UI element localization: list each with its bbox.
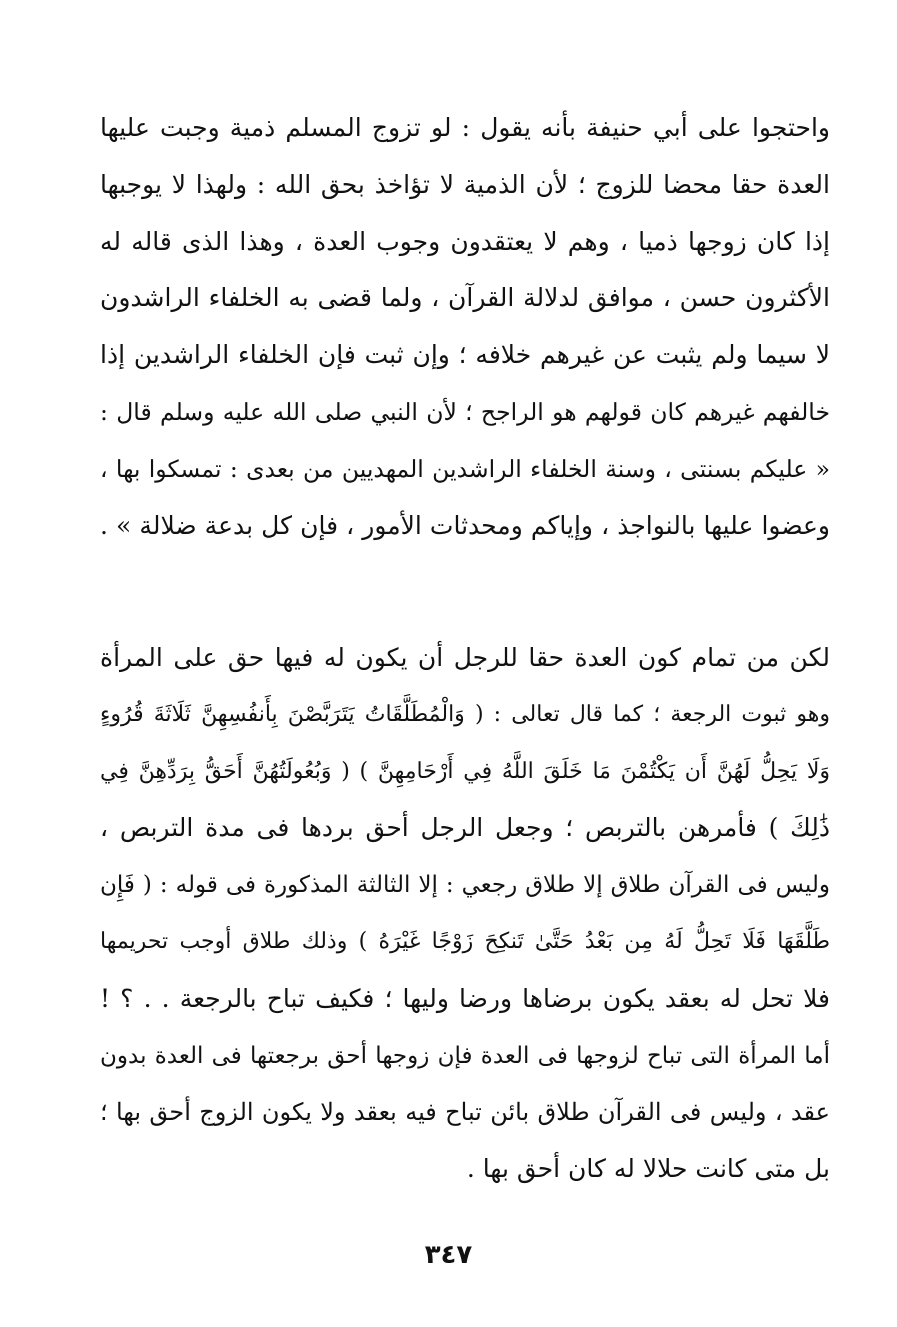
page-number: ٣٤٧ bbox=[424, 1240, 473, 1270]
text-line: خالفهم غيرهم كان قولهم هو الراجح ؛ لأن النبي صلى الله عليه وسلم قال : bbox=[100, 397, 830, 426]
text-line: « عليكم بسنتى ، وسنة الخلفاء الراشدين المهديين من بعدى : تمسكوا بها ، bbox=[100, 454, 830, 483]
text-line: أما المرأة التى تباح لزوجها فى العدة فإن زوجها أحق برجعتها فى العدة بدون bbox=[100, 1042, 830, 1069]
text-line: ذَٰلِكَ ) فأمرهن بالتربص ؛ وجعل الرجل أحق بردها فى مدة التربص ، bbox=[100, 813, 830, 843]
text-line: الأكثرون حسن ، موافق لدلالة القرآن ، ولما قضى به الخلفاء الراشدون bbox=[100, 283, 830, 313]
text-line: فلا تحل له بعقد يكون برضاها ورضا وليها ؛ فكيف تباح بالرجعة . . ؟ ! bbox=[100, 983, 830, 1013]
paragraph-1 bbox=[100, 100, 830, 554]
text-line: لكن من تمام كون العدة حقا للرجل أن يكون له فيها حق على المرأة bbox=[100, 643, 830, 672]
text-line: عقد ، وليس فى القرآن طلاق بائن تباح فيه بعقد ولا يكون الزوج أحق بها ؛ bbox=[100, 1098, 830, 1127]
text-line: وعضوا عليها بالنواجذ ، وإياكم ومحدثات الأمور ، فإن كل بدعة ضلالة » . bbox=[100, 510, 830, 540]
text-line-with-quran-verse: طَلَّقَهَا فَلَا تَحِلُّ لَهُ مِن بَعْدُ حَتَّىٰ تَنكِحَ زَوْجًا غَيْرَهُ ) وذلك طلاق أوجب تحريمها bbox=[100, 928, 830, 954]
text-line: بل متى كانت حلالا له كان أحق بها . bbox=[466, 1154, 830, 1184]
paragraph-2 bbox=[100, 630, 830, 1198]
text-line: إذا كان زوجها ذميا ، وهم لا يعتقدون وجوب العدة ، وهذا الذى قاله له bbox=[100, 226, 830, 256]
text-line: واحتجوا على أبي حنيفة بأنه يقول : لو تزوج المسلم ذمية وجبت عليها bbox=[100, 113, 830, 142]
text-line-with-quran-verse: وَلَا يَحِلُّ لَهُنَّ أَن يَكْتُمْنَ مَا خَلَقَ اللَّهُ فِي أَرْحَامِهِنَّ ) ( وَبُعُولَتُهُنَّ أَحَقُّ بِرَدِّهِنَّ فِي bbox=[100, 758, 830, 784]
text-line-with-quran-verse: وهو ثبوت الرجعة ؛ كما قال تعالى : ( وَالْمُطَلَّقَاتُ يَتَرَبَّصْنَ بِأَنفُسِهِنَّ ثَلَاثَةَ قُرُوءٍ bbox=[100, 701, 830, 727]
text-line: وليس فى القرآن طلاق إلا طلاق رجعي : إلا الثالثة المذكورة فى قوله : ( فَإِن bbox=[100, 872, 830, 899]
text-line: العدة حقا محضا للزوج ؛ لأن الذمية لا تؤاخذ بحق الله : ولهذا لا يوجبها bbox=[100, 169, 830, 199]
text-line: لا سيما ولم يثبت عن غيرهم خلافه ؛ وإن ثبت فإن الخلفاء الراشدين إذا bbox=[100, 340, 830, 370]
